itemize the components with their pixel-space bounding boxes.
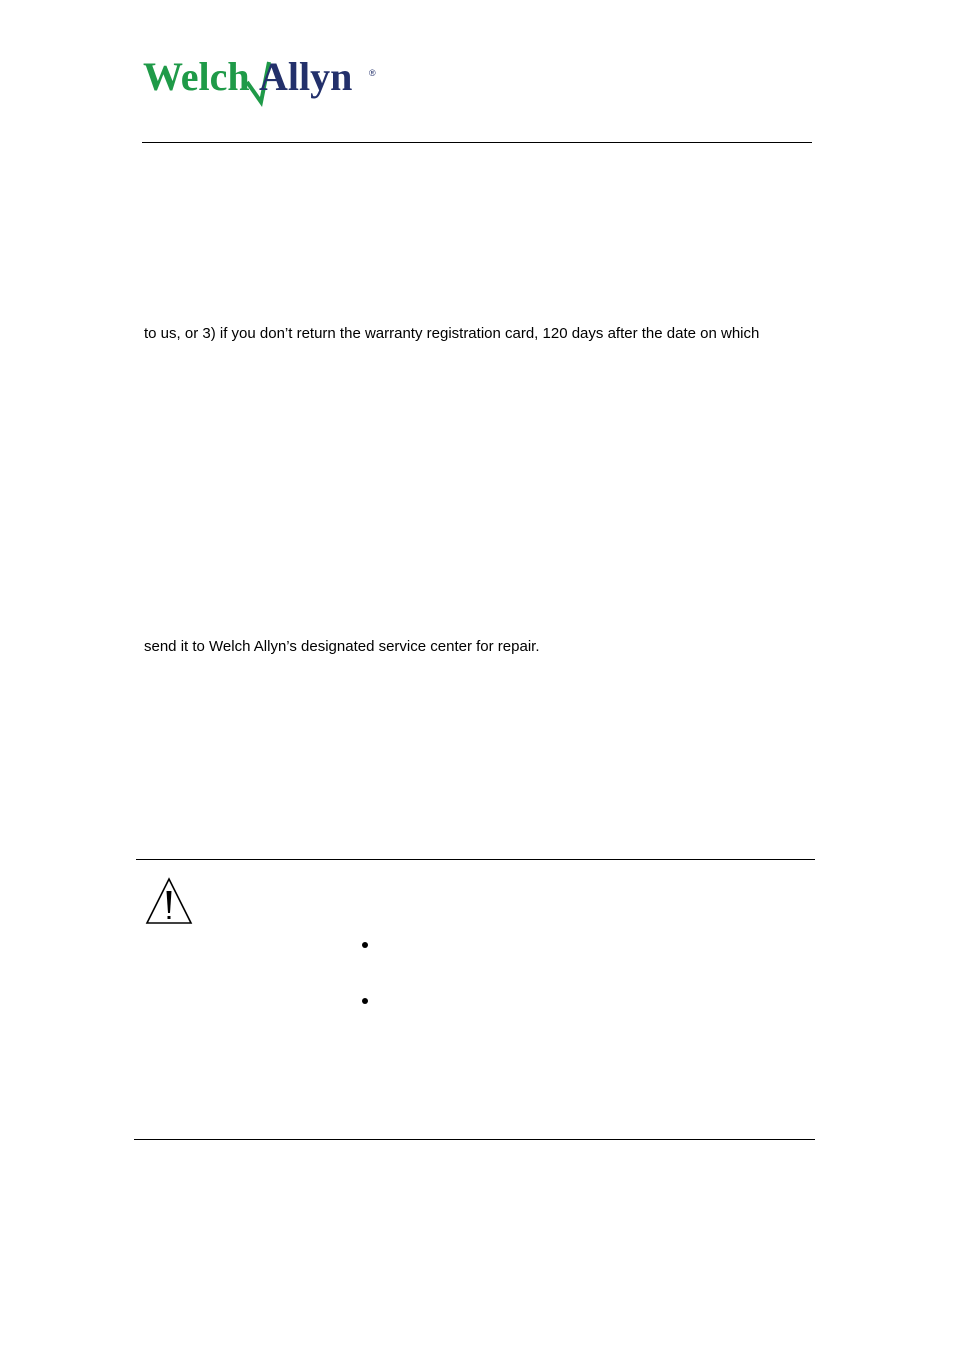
caution-bottom-rule xyxy=(134,1139,815,1140)
caution-bullet-1 xyxy=(362,942,368,948)
logo-word-allyn: Allyn xyxy=(259,54,353,99)
header-rule xyxy=(142,142,812,143)
body-line-service-center: send it to Welch Allyn’s designated service center for repair. xyxy=(144,638,540,655)
caution-top-rule xyxy=(136,859,815,860)
logo-word-welch: Welch xyxy=(143,54,250,99)
logo-registered-mark: ® xyxy=(369,68,376,78)
warning-triangle-icon xyxy=(145,877,193,925)
body-line-warranty: to us, or 3) if you don’t return the warranty registration card, 120 days after the date on which xyxy=(144,325,760,342)
welch-allyn-logo xyxy=(143,52,383,112)
caution-bullet-2 xyxy=(362,998,368,1004)
